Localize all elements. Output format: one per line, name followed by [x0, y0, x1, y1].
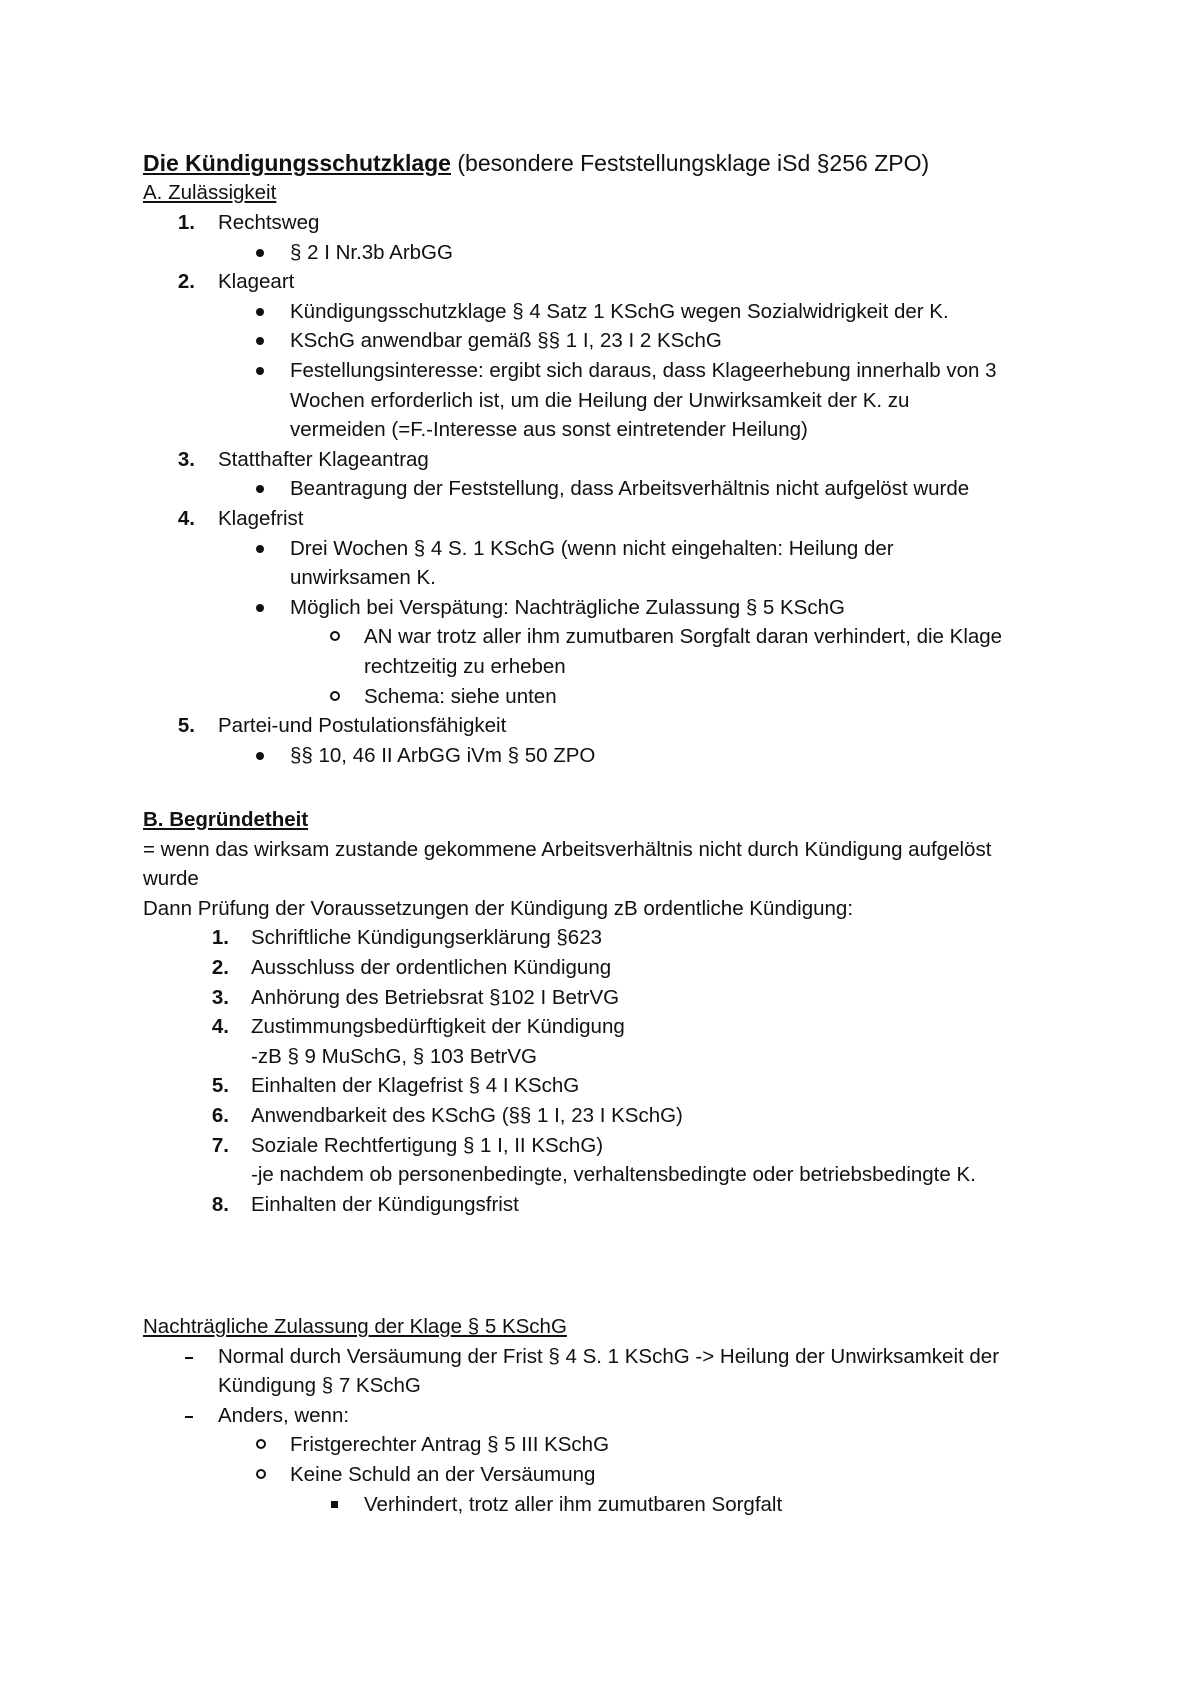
list-item — [143, 208, 1103, 238]
item-note: -je nachdem ob personenbedingte, verhaltensbedingte oder betriebsbedingte K. — [251, 1163, 976, 1187]
item-number: 5. — [211, 1074, 229, 1098]
section-nachtraegliche-zulassung — [143, 1312, 1103, 1519]
list-item — [143, 923, 1103, 953]
bullet-text: Festellungsinteresse: ergibt sich daraus, dass Klageerhebung innerhalb von 3 — [290, 358, 997, 382]
list-item — [143, 953, 1103, 983]
bullet-text: Möglich bei Verspätung: Nachträgliche Zulassung § 5 KSchG — [290, 595, 845, 619]
dash-text: Kündigung § 7 KSchG — [218, 1374, 421, 1398]
sub-bullet-text: AN war trotz aller ihm zumutbaren Sorgfalt daran verhindert, die Klage — [364, 625, 1003, 649]
circle-bullet-icon — [256, 1469, 266, 1479]
bullet-dot-icon — [256, 308, 264, 316]
list-item — [143, 267, 1103, 297]
dash-continuation — [143, 1371, 1103, 1401]
list-item — [143, 1071, 1103, 1101]
list-item — [143, 1131, 1103, 1161]
item-number: 4. — [211, 1015, 229, 1039]
sub-bullet-text: rechtzeitig zu erheben — [364, 654, 566, 678]
item-continuation — [143, 1042, 1103, 1072]
bullet-text: Beantragung der Feststellung, dass Arbeitsverhältnis nicht aufgelöst wurde — [290, 477, 970, 501]
bullet-dot-icon — [256, 752, 264, 760]
section-c-heading: Nachträgliche Zulassung der Klage § 5 KSchG — [143, 1315, 567, 1338]
list-item — [143, 983, 1103, 1013]
item-number: 8. — [211, 1192, 229, 1216]
item-label: Schriftliche Kündigungserklärung §623 — [251, 926, 603, 950]
section-a — [143, 178, 1103, 208]
item-number: 5. — [177, 714, 195, 738]
bullet-text: §§ 10, 46 II ArbGG iVm § 50 ZPO — [290, 743, 596, 767]
item-label: Ausschluss der ordentlichen Kündigung — [251, 955, 612, 979]
bullet-item — [143, 326, 1103, 356]
list-item — [143, 1012, 1103, 1042]
title-rest: (besondere Feststellungsklage iSd §256 ZPO) — [450, 150, 930, 176]
bullet-dot-icon — [256, 604, 264, 612]
bullet-text: Drei Wochen § 4 S. 1 KSchG (wenn nicht eingehalten: Heilung der — [290, 536, 894, 560]
bullet-dot-icon — [256, 367, 264, 375]
bullet-text: § 2 I Nr.3b ArbGG — [290, 240, 453, 264]
item-number: 2. — [177, 270, 195, 294]
item-number: 1. — [177, 211, 195, 234]
circle-text: Fristgerechter Antrag § 5 III KSchG — [290, 1433, 610, 1457]
dash-bullet-icon — [185, 1416, 193, 1418]
dash-text: Anders, wenn: — [218, 1403, 350, 1427]
list-item — [143, 1190, 1103, 1220]
bullet-text: Wochen erforderlich ist, um die Heilung der Unwirksamkeit der K. zu — [290, 388, 910, 412]
item-label: Einhalten der Kündigungsfrist — [251, 1192, 519, 1216]
item-label: Soziale Rechtfertigung § 1 I, II KSchG) — [251, 1133, 604, 1157]
document-title — [143, 148, 1103, 178]
item-label: Einhalten der Klagefrist § 4 I KSchG — [251, 1074, 580, 1098]
item-number: 1. — [211, 926, 229, 950]
dash-text: Normal durch Versäumung der Frist § 4 S. 1 KSchG -> Heilung der Unwirksamkeit der — [218, 1344, 1000, 1368]
item-label: Statthafter Klageantrag — [218, 447, 429, 471]
square-bullet-icon — [331, 1501, 338, 1508]
item-note: -zB § 9 MuSchG, § 103 BetrVG — [251, 1044, 537, 1068]
item-continuation — [143, 1160, 1103, 1190]
sub-bullet-item — [143, 682, 1103, 712]
bullet-continuation — [143, 386, 1103, 416]
section-b-intro: = wenn das wirksam zustande gekommene Arbeitsverhältnis nicht durch Kündigung aufgelöst — [143, 837, 992, 861]
bullet-item — [143, 474, 1103, 504]
circle-item — [143, 1460, 1103, 1490]
item-label: Partei-und Postulationsfähigkeit — [218, 714, 507, 738]
item-number: 2. — [211, 955, 229, 979]
bullet-continuation — [143, 415, 1103, 445]
sub-bullet-continuation — [143, 652, 1103, 682]
section-b-intro: wurde — [143, 867, 199, 891]
list-item — [143, 445, 1103, 475]
sub-bullet-item — [143, 622, 1103, 652]
bullet-item — [143, 238, 1103, 268]
bullet-item — [143, 593, 1103, 623]
bullet-item — [143, 297, 1103, 327]
bullet-item — [143, 741, 1103, 771]
bullet-continuation — [143, 563, 1103, 593]
item-label: Rechtsweg — [218, 211, 320, 234]
square-text: Verhindert, trotz aller ihm zumutbaren Sorgfalt — [364, 1492, 783, 1516]
section-b — [143, 805, 1103, 1219]
bullet-text: unwirksamen K. — [290, 566, 436, 590]
bullet-dot-icon — [256, 545, 264, 553]
list-item — [143, 1101, 1103, 1131]
item-label: Zustimmungsbedürftigkeit der Kündigung — [251, 1015, 625, 1039]
bullet-text: KSchG anwendbar gemäß §§ 1 I, 23 I 2 KSchG — [290, 329, 722, 353]
item-number: 3. — [211, 985, 229, 1009]
dash-item — [143, 1401, 1103, 1431]
item-number: 6. — [211, 1103, 229, 1127]
list-item — [143, 504, 1103, 534]
item-label: Anwendbarkeit des KSchG (§§ 1 I, 23 I KSchG) — [251, 1103, 683, 1127]
dash-bullet-icon — [185, 1357, 193, 1359]
sub-bullet-text: Schema: siehe unten — [364, 684, 557, 708]
bullet-dot-icon — [256, 249, 264, 257]
dash-item — [143, 1342, 1103, 1372]
bullet-item — [143, 534, 1103, 564]
list-item — [143, 711, 1103, 741]
bullet-item — [143, 356, 1103, 386]
bullet-text: Kündigungsschutzklage § 4 Satz 1 KSchG wegen Sozialwidrigkeit der K. — [290, 299, 949, 323]
title-bold: Die Kündigungsschutzklage — [143, 150, 451, 176]
circle-bullet-icon — [330, 691, 340, 701]
item-number: 7. — [211, 1133, 229, 1157]
section-a-list — [143, 208, 1103, 770]
circle-item — [143, 1430, 1103, 1460]
item-label: Anhörung des Betriebsrat §102 I BetrVG — [251, 985, 620, 1009]
bullet-text: vermeiden (=F.-Interesse aus sonst eintretender Heilung) — [290, 418, 808, 442]
section-a-heading: A. Zulässigkeit — [143, 181, 277, 204]
square-item — [143, 1490, 1103, 1520]
item-number: 4. — [177, 506, 195, 530]
item-number: 3. — [177, 447, 195, 471]
item-label: Klageart — [218, 270, 295, 294]
circle-text: Keine Schuld an der Versäumung — [290, 1462, 596, 1486]
section-b-intro: Dann Prüfung der Voraussetzungen der Kündigung zB ordentliche Kündigung: — [143, 896, 854, 920]
item-label: Klagefrist — [218, 506, 304, 530]
section-b-heading: B. Begründetheit — [143, 808, 309, 831]
